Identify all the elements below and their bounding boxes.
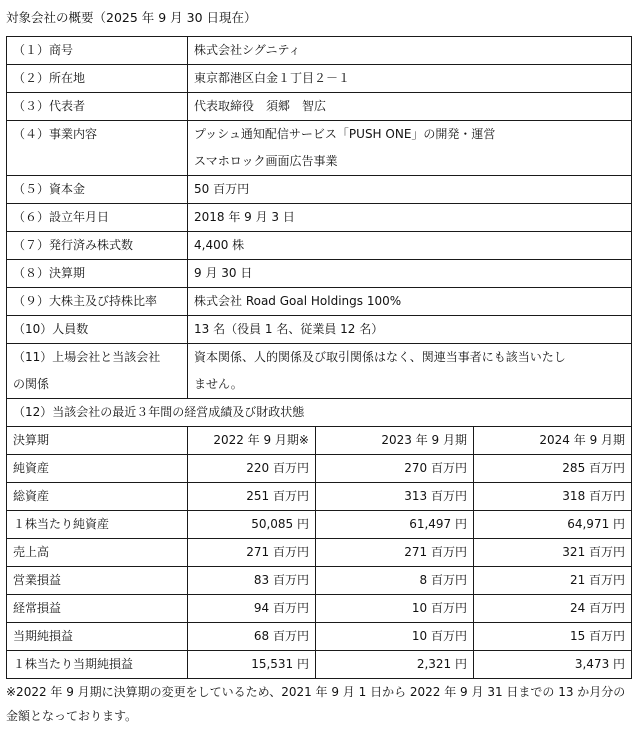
financials-row xyxy=(7,455,632,483)
financials-row xyxy=(7,511,632,539)
financial-value: 220 百万円 xyxy=(188,455,316,483)
financial-item-label: １株当たり当期純損益 xyxy=(7,651,188,679)
financial-value: 10 百万円 xyxy=(316,595,474,623)
label-line: （11）上場会社と当該会社 xyxy=(13,350,161,364)
document-heading: 対象会社の概要（2025 年 9 月 30 日現在） xyxy=(6,10,257,25)
table-row xyxy=(7,65,632,93)
table-row xyxy=(7,204,632,232)
financials-row xyxy=(7,567,632,595)
table-row xyxy=(7,176,632,204)
row-label: （８）決算期 xyxy=(7,260,188,288)
row-value: 東京都港区白金１丁目２－１ xyxy=(188,65,632,93)
financial-item-label: 経常損益 xyxy=(7,595,188,623)
row-label: （３）代表者 xyxy=(7,93,188,121)
financial-item-label: 純資産 xyxy=(7,455,188,483)
row-label: （10）人員数 xyxy=(7,316,188,344)
financial-value: 50,085 円 xyxy=(188,511,316,539)
financial-item-label: 売上高 xyxy=(7,539,188,567)
row-label xyxy=(7,344,188,399)
row-value: 13 名（役員 1 名、従業員 12 名） xyxy=(188,316,632,344)
financials-row xyxy=(7,595,632,623)
column-header: 2024 年 9 月期 xyxy=(474,427,632,455)
financial-value: 64,971 円 xyxy=(474,511,632,539)
row-value: 2018 年 9 月 3 日 xyxy=(188,204,632,232)
financial-value: 10 百万円 xyxy=(316,623,474,651)
financial-item-label: １株当たり純資産 xyxy=(7,511,188,539)
column-header: 2023 年 9 月期 xyxy=(316,427,474,455)
financial-value: 15,531 円 xyxy=(188,651,316,679)
row-value: 9 月 30 日 xyxy=(188,260,632,288)
financial-item-label: 営業損益 xyxy=(7,567,188,595)
financial-item-label: 総資産 xyxy=(7,483,188,511)
financial-value: 8 百万円 xyxy=(316,567,474,595)
row-value: 50 百万円 xyxy=(188,176,632,204)
financial-value: 2,321 円 xyxy=(316,651,474,679)
financial-value: 251 百万円 xyxy=(188,483,316,511)
row-value: 株式会社シグニティ xyxy=(188,37,632,65)
column-header: 2022 年 9 月期※ xyxy=(188,427,316,455)
row-value xyxy=(188,121,632,176)
table-row xyxy=(7,37,632,65)
row-label: （６）設立年月日 xyxy=(7,204,188,232)
financials-section-title: （12）当該会社の最近３年間の経営成績及び財政状態 xyxy=(7,399,632,427)
column-header: 決算期 xyxy=(7,427,188,455)
row-label: （１）商号 xyxy=(7,37,188,65)
footnote: ※2022 年 9 月期に決算期の変更をしているため、2021 年 9 月 1 日から 2022 年 9 月 31 日までの 13 か月分の金額となっております。 xyxy=(6,685,626,723)
business-line: スマホロック画面広告事業 xyxy=(194,154,338,168)
financial-value: 321 百万円 xyxy=(474,539,632,567)
table-row xyxy=(7,93,632,121)
financial-value: 271 百万円 xyxy=(316,539,474,567)
row-label: （９）大株主及び持株比率 xyxy=(7,288,188,316)
row-value: 4,400 株 xyxy=(188,232,632,260)
table-row xyxy=(7,121,632,176)
row-label: （５）資本金 xyxy=(7,176,188,204)
table-row xyxy=(7,260,632,288)
financial-value: 313 百万円 xyxy=(316,483,474,511)
row-label: （７）発行済み株式数 xyxy=(7,232,188,260)
financials-row xyxy=(7,539,632,567)
financial-value: 318 百万円 xyxy=(474,483,632,511)
financials-row xyxy=(7,651,632,679)
financial-value: 285 百万円 xyxy=(474,455,632,483)
row-value: 株式会社 Road Goal Holdings 100% xyxy=(188,288,632,316)
row-value: 代表取締役 須郷 智広 xyxy=(188,93,632,121)
row-value xyxy=(188,344,632,399)
table-row xyxy=(7,316,632,344)
value-line: 資本関係、人的関係及び取引関係はなく、関連当事者にも該当いたし xyxy=(194,350,566,364)
financial-value: 3,473 円 xyxy=(474,651,632,679)
financials-body xyxy=(7,455,632,679)
company-overview-table xyxy=(6,36,632,679)
row-label: （４）事業内容 xyxy=(7,121,188,176)
financial-value: 24 百万円 xyxy=(474,595,632,623)
financial-value: 83 百万円 xyxy=(188,567,316,595)
business-line: プッシュ通知配信サービス「PUSH ONE」の開発・運営 xyxy=(194,127,496,141)
financial-value: 94 百万円 xyxy=(188,595,316,623)
table-row xyxy=(7,288,632,316)
financials-header-row xyxy=(7,427,632,455)
table-row xyxy=(7,344,632,399)
financial-value: 61,497 円 xyxy=(316,511,474,539)
financials-row xyxy=(7,623,632,651)
financial-value: 21 百万円 xyxy=(474,567,632,595)
value-line: ません。 xyxy=(194,377,243,391)
financial-value: 68 百万円 xyxy=(188,623,316,651)
label-line: の関係 xyxy=(13,377,50,391)
financial-value: 15 百万円 xyxy=(474,623,632,651)
financial-value: 271 百万円 xyxy=(188,539,316,567)
financial-item-label: 当期純損益 xyxy=(7,623,188,651)
financial-value: 270 百万円 xyxy=(316,455,474,483)
financials-section-title-row xyxy=(7,399,632,427)
row-label: （２）所在地 xyxy=(7,65,188,93)
table-row xyxy=(7,232,632,260)
financials-row xyxy=(7,483,632,511)
